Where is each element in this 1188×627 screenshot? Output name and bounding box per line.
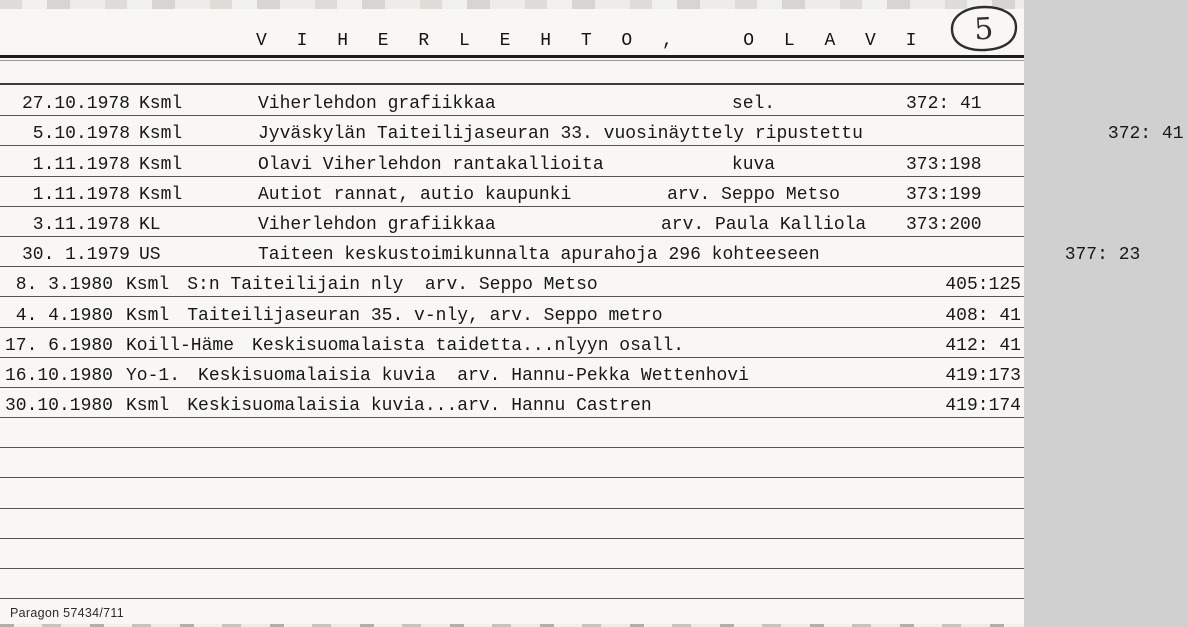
entry-title: Viherlehdon grafiikkaa: [258, 214, 496, 235]
table-row: [0, 116, 1184, 146]
entry-note: kuva: [731, 154, 776, 175]
entry-title: Keskisuomalaisia kuvia arv. Hannu-Pekka Wettenhovi: [198, 365, 749, 386]
imprint: Paragon 57434/711: [10, 606, 124, 620]
entry-title: Keskisuomalaista taidetta...nlyyn osall.: [252, 335, 685, 356]
empty-row: [0, 418, 1024, 448]
table-row: [0, 237, 1141, 267]
entry-date: 5.10.1978: [32, 124, 130, 145]
page-number-circle: [949, 5, 1019, 53]
entry-date: 1.11.1978: [32, 154, 130, 175]
entry-date: 1.11.1978: [32, 184, 130, 205]
entry-ref: 419:173: [945, 365, 1021, 386]
entry-ref: 419:174: [945, 396, 1021, 417]
entry-title: Taiteen keskustoimikunnalta apurahoja 296 kohteeseen: [258, 245, 820, 266]
entry-source: KL: [139, 214, 161, 235]
title-underline: [0, 55, 1024, 58]
entry-ref: 405:125: [945, 275, 1021, 296]
entry-date: 8. 3.1980: [15, 275, 113, 296]
empty-row: [0, 509, 1024, 539]
entry-ref: 372: 41: [1107, 124, 1184, 145]
entry-title: Viherlehdon grafiikkaa: [258, 94, 496, 115]
entry-note: arv. Paula Kalliola: [661, 214, 867, 235]
table-row: [0, 358, 1024, 388]
table-row: [0, 177, 1024, 207]
table-row: [0, 146, 1024, 176]
empty-row: [0, 539, 1024, 569]
table-row: [0, 297, 1024, 327]
entry-source: Yo-1.: [126, 365, 181, 386]
entry-source: US: [139, 245, 161, 266]
table-row: [0, 86, 1024, 116]
entry-ref: 373:198: [906, 154, 982, 175]
page-number: 5: [973, 11, 995, 48]
entry-source: Ksml: [139, 154, 183, 175]
entry-ref: 372: 41: [906, 94, 982, 115]
page-title: V I H E R L E H T O , O L A V I: [256, 31, 926, 51]
entry-source: Ksml: [139, 94, 183, 115]
entry-source: Ksml: [139, 124, 183, 145]
entry-date: 4. 4.1980: [15, 305, 113, 326]
empty-row: [0, 478, 1024, 508]
entry-date: 16.10.1980: [4, 365, 113, 386]
entry-ref: 377: 23: [1064, 245, 1141, 266]
entry-ref: 412: 41: [945, 335, 1021, 356]
hand-drawn-circle-icon: [949, 5, 1019, 53]
entry-source: Ksml: [139, 184, 183, 205]
entry-note: sel.: [731, 94, 776, 115]
entry-date: 27.10.1978: [21, 94, 130, 115]
table-row: [0, 267, 1024, 297]
scan-edge-top: [0, 0, 1024, 9]
entry-title: S:n Taiteilijain nly arv. Seppo Metso: [187, 275, 598, 296]
empty-row: [0, 569, 1024, 599]
empty-row: [0, 448, 1024, 478]
entry-ref: 373:199: [906, 184, 982, 205]
header-rule: [0, 83, 1024, 85]
entry-title: Taiteilijaseuran 35. v-nly, arv. Seppo metro: [187, 305, 663, 326]
entry-source: Koill-Häme: [126, 335, 235, 356]
entry-date: 3.11.1978: [32, 214, 130, 235]
table-row: [0, 328, 1024, 358]
entry-date: 30.10.1980: [4, 396, 113, 417]
entry-source: Ksml: [126, 275, 170, 296]
table-row: [0, 388, 1024, 418]
title-underline-fuzz: [0, 60, 1024, 61]
entry-ref: 408: 41: [945, 305, 1021, 326]
entry-title: Olavi Viherlehdon rantakallioita: [258, 154, 604, 175]
entries-table: [0, 86, 1184, 599]
table-row: [0, 207, 1024, 237]
entry-note: arv. Seppo Metso: [667, 184, 840, 205]
entry-source: Ksml: [126, 396, 170, 417]
entry-date: 30. 1.1979: [21, 245, 130, 266]
entry-source: Ksml: [126, 305, 170, 326]
entry-date: 17. 6.1980: [4, 335, 113, 356]
entry-title: Jyväskylän Taiteilijaseuran 33. vuosinäyttely ripustettu: [258, 124, 863, 145]
entry-title: Keskisuomalaisia kuvia...arv. Hannu Castren: [187, 396, 652, 417]
entry-title: Autiot rannat, autio kaupunki: [258, 184, 572, 205]
entry-ref: 373:200: [906, 214, 982, 235]
